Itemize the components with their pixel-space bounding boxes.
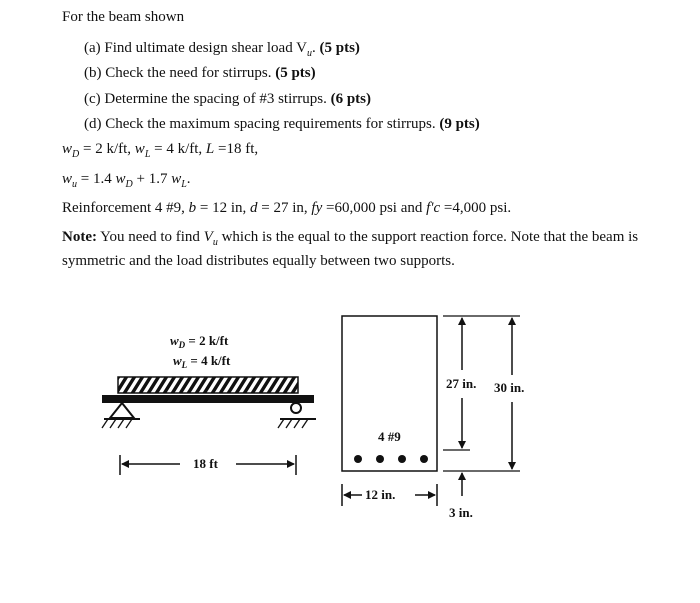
part-d: (d) Check the maximum spacing requirements for stirrups. (9 pts) bbox=[84, 116, 480, 132]
rebar-1 bbox=[354, 455, 362, 463]
reinforcement-line: Reinforcement 4 #9, b = 12 in, d = 27 in, fy =60,000 psi and f'c =4,000 psi. bbox=[62, 200, 512, 216]
section-outline bbox=[342, 316, 437, 471]
beam-cross-section bbox=[342, 316, 524, 520]
beam bbox=[102, 395, 314, 403]
rebar-3 bbox=[398, 455, 406, 463]
wu-line: $w_u = 1.4$ $w_D + 1.7$ $w_L$. bbox=[62, 171, 191, 190]
rebar-4 bbox=[420, 455, 428, 463]
loads-line: $w_D = 2$ k/ft, $w_L = 4$ k/ft, L =18 ft, bbox=[62, 141, 259, 160]
part-a-points: (5 pts) bbox=[319, 40, 360, 56]
part-c: (c) Determine the spacing of #3 stirrups. (6 pts) bbox=[84, 91, 372, 107]
cover-dimension bbox=[449, 473, 473, 520]
left-pin-support bbox=[102, 403, 140, 428]
part-a: (a) Find ultimate design shear load $V_u$. (5 pts) bbox=[84, 40, 360, 59]
part-c-points: (6 pts) bbox=[330, 91, 372, 107]
distributed-load bbox=[118, 377, 298, 393]
width-dimension bbox=[342, 484, 437, 506]
beam-elevation bbox=[102, 333, 316, 475]
width-label: 12 in. bbox=[365, 487, 396, 502]
d-label: 27 in. bbox=[446, 376, 477, 391]
problem-intro: For the beam shown bbox=[62, 9, 185, 25]
wl-label: $w_L = 4$ k/ft bbox=[173, 353, 231, 370]
part-d-points: (9 pts) bbox=[439, 116, 480, 132]
cover-label: 3 in. bbox=[449, 505, 473, 520]
effective-depth-dimension bbox=[446, 318, 476, 448]
right-roller-support bbox=[278, 403, 316, 428]
span-dimension bbox=[120, 455, 296, 475]
bars-label: 4 #9 bbox=[378, 429, 401, 444]
rebar-2 bbox=[376, 455, 384, 463]
note-paragraph: Note: You need to find $V_u$ which is the equal to the support reaction force. Note that the beam is symmetric and the load distributes equally between two supports. bbox=[62, 229, 639, 269]
wd-label: $w_D = 2$ k/ft bbox=[170, 333, 229, 350]
part-b-points: (5 pts) bbox=[275, 65, 316, 81]
note-label: Note: bbox=[62, 229, 97, 245]
total-height-dimension bbox=[494, 318, 524, 469]
h-label: 30 in. bbox=[494, 380, 525, 395]
part-b: (b) Check the need for stirrups. (5 pts) bbox=[84, 65, 316, 81]
span-label: 18 ft bbox=[193, 456, 218, 471]
